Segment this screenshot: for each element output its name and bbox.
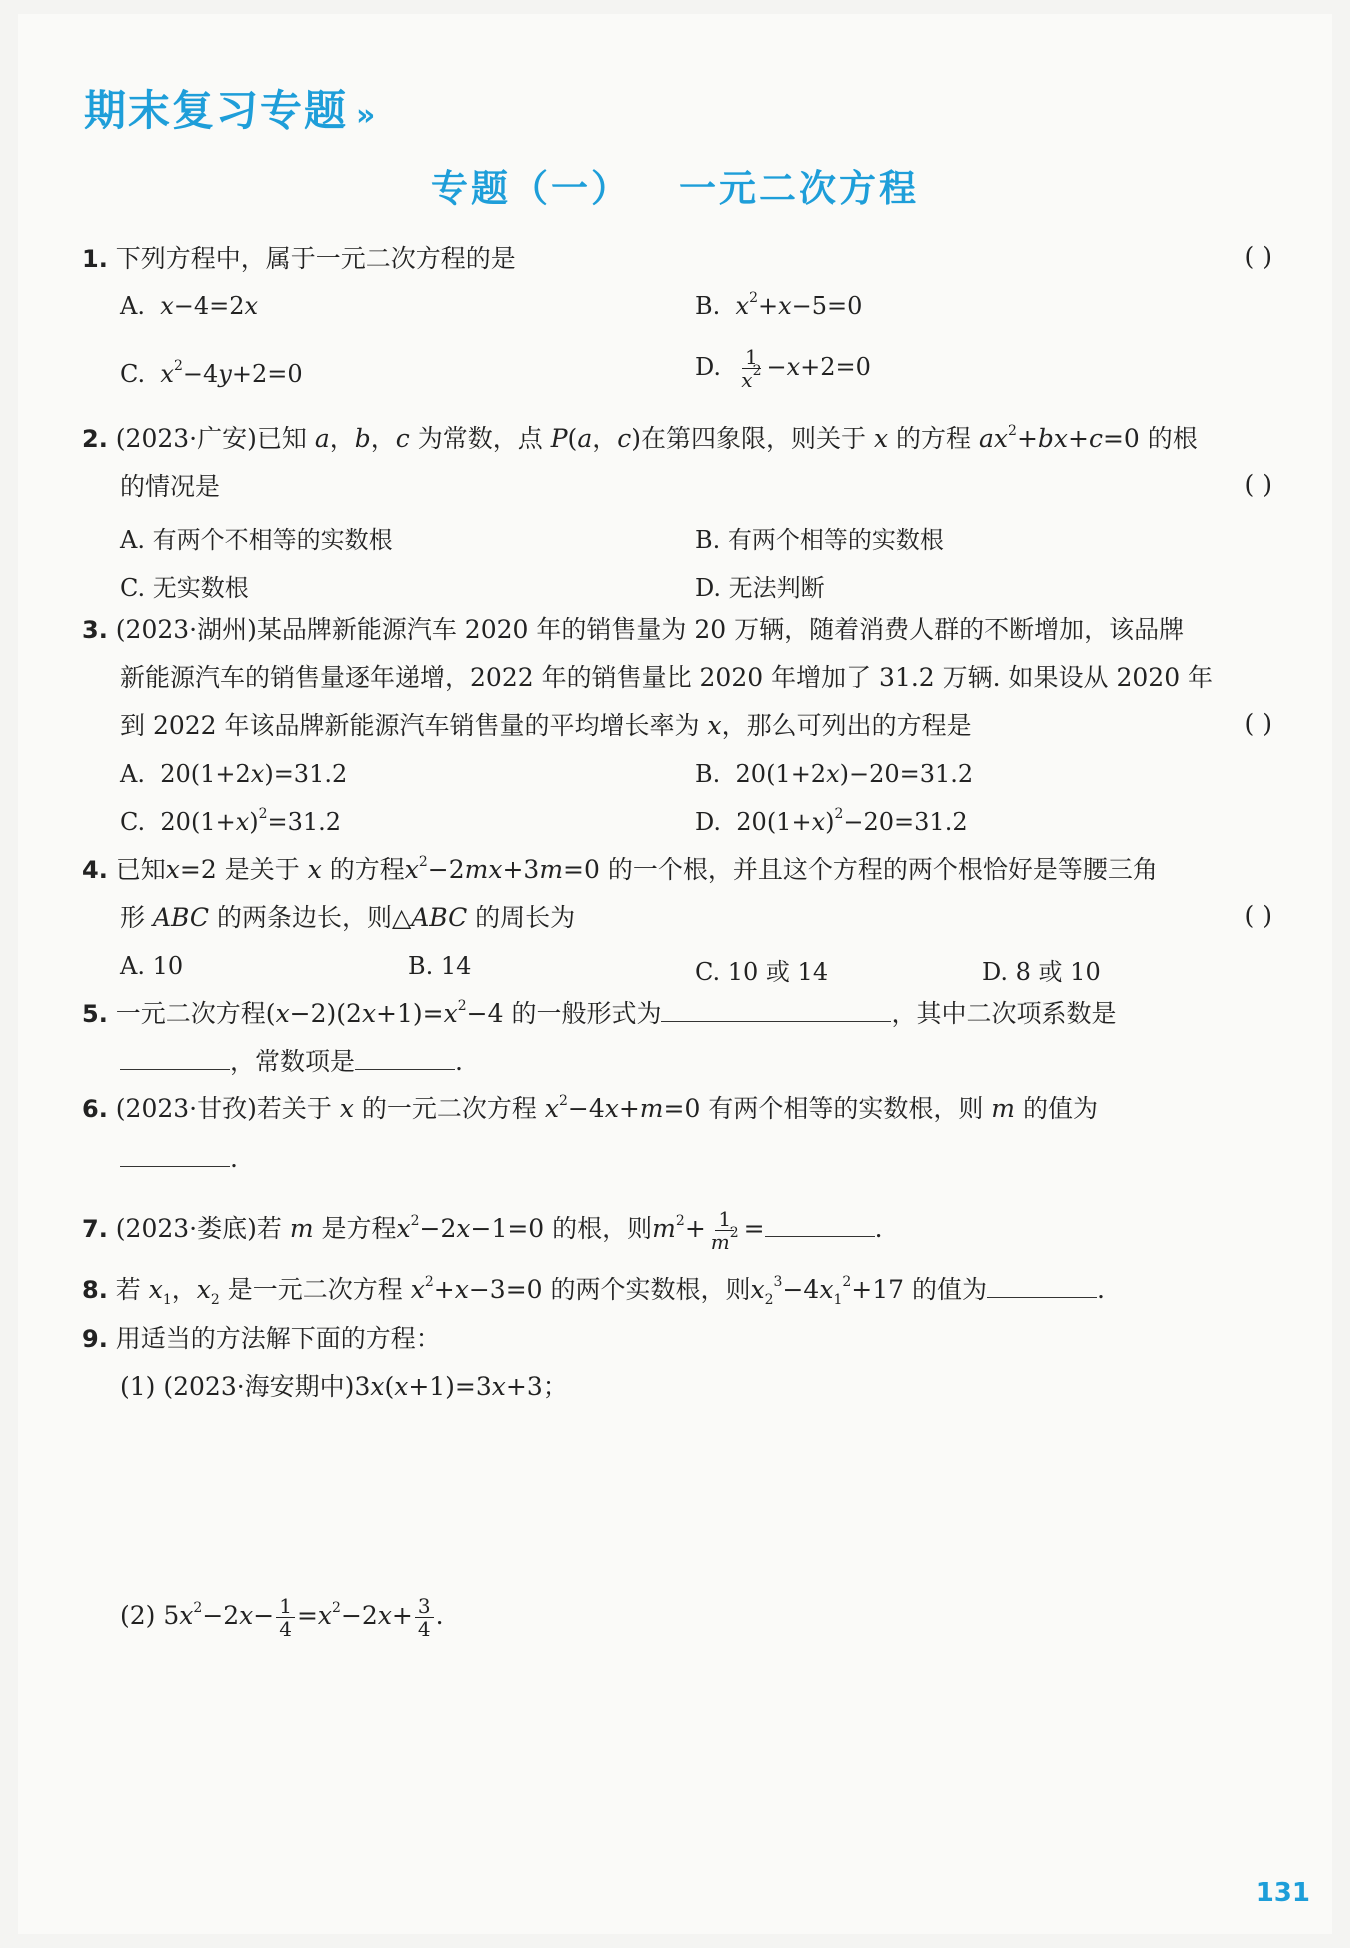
question-6: 6. (2023·甘孜)若关于 x 的一元二次方程 $x^2-4x+m=0$ 有两个相等的实数根，则 m 的值为 <box>82 1093 1098 1123</box>
title-topic-number: 专题（一） <box>431 167 631 210</box>
question-8: 8. 若 $x_1$，$x_2$ 是一元二次方程 $x^2+x-3=0$ 的两个实数根，则$x_2^3-4x_1^2+17$ 的值为 . <box>82 1274 1105 1308</box>
question-1-stem: 下列方程中，属于一元二次方程的是 <box>115 244 516 273</box>
q2-option-c: C. 无实数根 <box>120 574 249 602</box>
answer-bracket-1: ( ) <box>1244 242 1272 271</box>
question-3-line-3: 到 2022 年该品牌新能源汽车销售量的平均增长率为 x，那么可列出的方程是 <box>120 711 972 740</box>
question-9-part-2: (2) $5x^2-2x-$ $\frac{1}{4}$ $=x^2-2x+$ $\frac{3}{4}$ . <box>120 1594 444 1641</box>
banner-title: 期末复习专题 <box>84 86 349 135</box>
q1-option-a: A. x−4=2x <box>120 292 259 320</box>
question-5: 5. 一元二次方程$(x-2)(2x+1)=x^2-4$ 的一般形式为 ，其中二次项系数是 <box>82 998 1117 1028</box>
question-3: 3. (2023·湖州)某品牌新能源汽车 2020 年的销售量为 20 万辆，随着消费人群的不断增加，该品牌 <box>82 615 1185 644</box>
question-9-part-1: (1) (2023·海安期中)3x(x+1)=3x+3； <box>120 1372 568 1401</box>
question-2-line-2: 的情况是 <box>120 472 221 501</box>
q4-option-d: D. 8 或 10 <box>982 958 1101 986</box>
answer-blank[interactable] <box>661 997 891 1022</box>
answer-blank[interactable] <box>355 1045 455 1070</box>
q4-option-b: B. 14 <box>408 952 472 980</box>
q4-option-a: A. 10 <box>120 952 184 980</box>
double-chevron-icon: » <box>356 98 368 133</box>
question-4: 4. 已知x=2 是关于 x 的方程$x^2-2mx+3m=0$ 的一个根，并且这个方程的两个根恰好是等腰三角 <box>82 854 1158 884</box>
answer-bracket-4: ( ) <box>1244 901 1272 930</box>
section-banner <box>84 78 367 138</box>
question-5-line-2: ，常数项是 . <box>120 1045 463 1079</box>
answer-blank[interactable] <box>120 1045 230 1070</box>
question-2: 2. (2023·广安)已知 a，b，c 为常数，点 P(a，c)在第四象限，则关于 x 的方程 $ax^2+bx+c=0$ 的根 <box>82 423 1198 453</box>
question-7: 7. (2023·娄底)若 m 是方程$x^2-2x-1=0$ 的根，则$m^2+$ $\frac{1}{m^2}$ = . <box>82 1207 883 1254</box>
answer-bracket-2: ( ) <box>1244 470 1272 499</box>
q3-option-b: B. 20(1+2x)−20=31.2 <box>695 760 974 788</box>
page-number: 131 <box>1255 1878 1310 1908</box>
q3-option-c: C. $20(1+x)^2=31.2$ <box>120 806 342 836</box>
q3-option-d: D. $20(1+x)^2-20=31.2$ <box>695 806 968 836</box>
question-9: 9. 用适当的方法解下面的方程： <box>82 1324 441 1353</box>
q1-option-b: B. $x^2+x-5=0$ <box>695 290 863 320</box>
q1-option-d: D. $\frac{1}{x^2}$ −x+2=0 <box>695 345 871 392</box>
question-6-line-2: . <box>120 1142 238 1176</box>
q4-option-c: C. 10 或 14 <box>695 958 829 986</box>
question-3-line-2: 新能源汽车的销售量逐年递增，2022 年的销售量比 2020 年增加了 31.2 万辆. 如果设从 2020 年 <box>120 663 1214 692</box>
q2-option-a: A. 有两个不相等的实数根 <box>120 526 393 554</box>
answer-blank[interactable] <box>120 1142 230 1167</box>
q2-option-d: D. 无法判断 <box>695 574 825 602</box>
question-1: 1. 下列方程中，属于一元二次方程的是 <box>82 244 516 273</box>
answer-blank[interactable] <box>765 1212 875 1237</box>
q2-option-b: B. 有两个相等的实数根 <box>695 526 944 554</box>
q3-option-a: A. 20(1+2x)=31.2 <box>120 760 348 788</box>
title-topic-name: 一元二次方程 <box>679 167 919 210</box>
answer-blank[interactable] <box>987 1273 1097 1298</box>
answer-bracket-3: ( ) <box>1244 709 1272 738</box>
page-title <box>0 158 1350 212</box>
question-4-line-2: 形 ABC 的两条边长，则△ABC 的周长为 <box>120 903 576 932</box>
q1-option-c: C. $x^2-4y+2=0$ <box>120 358 303 388</box>
